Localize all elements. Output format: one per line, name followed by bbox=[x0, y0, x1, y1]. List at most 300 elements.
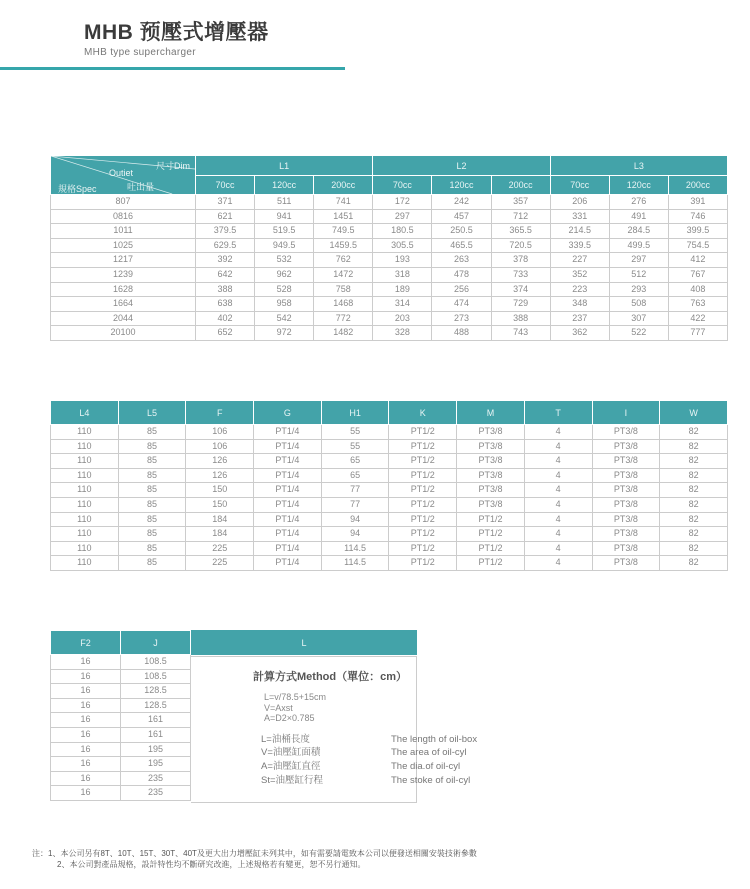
col-header-h1: H1 bbox=[321, 401, 389, 425]
table-cell: 195 bbox=[121, 757, 191, 772]
table-cell: 4 bbox=[524, 512, 592, 527]
table-cell: 307 bbox=[609, 311, 668, 326]
table-cell: 16 bbox=[51, 713, 121, 728]
table-cell: 273 bbox=[432, 311, 491, 326]
table-cell: 422 bbox=[668, 311, 727, 326]
table-cell: PT1/4 bbox=[254, 527, 322, 542]
table-cell: 128.5 bbox=[121, 698, 191, 713]
table-cell: 767 bbox=[668, 267, 727, 282]
table-cell: 110 bbox=[51, 439, 119, 454]
table-cell: 542 bbox=[255, 311, 314, 326]
col-header-120cc: 120cc bbox=[255, 176, 314, 195]
table-cell: 235 bbox=[121, 771, 191, 786]
table-cell: 392 bbox=[196, 253, 255, 268]
table-cell: 16 bbox=[51, 669, 121, 684]
table-cell: 388 bbox=[196, 282, 255, 297]
table-cell: 314 bbox=[373, 297, 432, 312]
page-subtitle: MHB type supercharger bbox=[84, 47, 196, 58]
table-cell: 352 bbox=[550, 267, 609, 282]
table-cell: PT1/2 bbox=[389, 497, 457, 512]
fitting-table bbox=[50, 400, 728, 571]
table-row bbox=[51, 497, 728, 512]
table-cell: 763 bbox=[668, 297, 727, 312]
table-cell: 225 bbox=[186, 556, 254, 571]
col-header-70cc: 70cc bbox=[373, 176, 432, 195]
table-cell: 65 bbox=[321, 454, 389, 469]
table-cell: 114.5 bbox=[321, 556, 389, 571]
table-cell: 4 bbox=[524, 556, 592, 571]
table-cell: 82 bbox=[660, 527, 728, 542]
table-cell: PT1/2 bbox=[389, 454, 457, 469]
table-row bbox=[51, 669, 191, 684]
corner-label-spec: 規格Spec bbox=[58, 184, 97, 194]
table-cell: 150 bbox=[186, 497, 254, 512]
table-cell: 962 bbox=[255, 267, 314, 282]
table-cell: 82 bbox=[660, 497, 728, 512]
table-cell: 85 bbox=[118, 468, 186, 483]
table-cell: 106 bbox=[186, 425, 254, 440]
table-header-row bbox=[51, 401, 728, 425]
definition-row bbox=[261, 774, 591, 788]
table-cell: 110 bbox=[51, 541, 119, 556]
formula-l: L=v/78.5+15cm bbox=[264, 692, 327, 702]
table-cell: 4 bbox=[524, 454, 592, 469]
definition-en: The area of oil-cyl bbox=[391, 747, 467, 759]
table-cell: 357 bbox=[491, 195, 550, 210]
table-cell: 126 bbox=[186, 454, 254, 469]
table-cell: 85 bbox=[118, 425, 186, 440]
table-cell: 1664 bbox=[51, 297, 196, 312]
table-cell: PT1/2 bbox=[389, 425, 457, 440]
col-header-70cc: 70cc bbox=[196, 176, 255, 195]
table-cell: PT3/8 bbox=[592, 541, 660, 556]
table-cell: 128.5 bbox=[121, 684, 191, 699]
table-cell: PT3/8 bbox=[457, 497, 525, 512]
table-cell: 110 bbox=[51, 556, 119, 571]
formula-v: V=Axst bbox=[264, 702, 293, 713]
col-header-200cc: 200cc bbox=[314, 176, 373, 195]
table-cell: PT1/2 bbox=[457, 512, 525, 527]
table-cell: PT1/2 bbox=[457, 541, 525, 556]
table-cell: 225 bbox=[186, 541, 254, 556]
table-row bbox=[51, 253, 728, 268]
table-cell: 206 bbox=[550, 195, 609, 210]
corner-label-dim: 尺寸Dim bbox=[156, 161, 190, 171]
definition-row bbox=[261, 760, 591, 774]
table-cell: 2044 bbox=[51, 311, 196, 326]
corner-label-discharge: 吐出量 bbox=[127, 182, 155, 192]
col-header-70cc: 70cc bbox=[550, 176, 609, 195]
column-group-l3: L3 bbox=[550, 156, 727, 176]
table-cell: 276 bbox=[609, 195, 668, 210]
table-row bbox=[51, 297, 728, 312]
table-cell: 305.5 bbox=[373, 238, 432, 253]
table-cell: 391 bbox=[668, 195, 727, 210]
table-row bbox=[51, 786, 191, 801]
table-cell: 180.5 bbox=[373, 224, 432, 239]
table-cell: 223 bbox=[550, 282, 609, 297]
table-cell: 85 bbox=[118, 556, 186, 571]
table-cell: 474 bbox=[432, 297, 491, 312]
table-cell: 478 bbox=[432, 267, 491, 282]
table-header-row bbox=[51, 156, 728, 176]
table-cell: PT3/8 bbox=[592, 497, 660, 512]
table-cell: 189 bbox=[373, 282, 432, 297]
table-cell: PT1/4 bbox=[254, 483, 322, 498]
table-cell: 379.5 bbox=[196, 224, 255, 239]
table-row bbox=[51, 209, 728, 224]
table-row bbox=[51, 655, 191, 670]
table-cell: 512 bbox=[609, 267, 668, 282]
table-row bbox=[51, 454, 728, 469]
table-cell: 1011 bbox=[51, 224, 196, 239]
table-row bbox=[51, 556, 728, 571]
table-cell: 371 bbox=[196, 195, 255, 210]
table-cell: PT1/2 bbox=[457, 527, 525, 542]
table-cell: PT3/8 bbox=[457, 468, 525, 483]
table-cell: 85 bbox=[118, 483, 186, 498]
table-cell: PT1/4 bbox=[254, 556, 322, 571]
table-cell: 284.5 bbox=[609, 224, 668, 239]
table-cell: 1472 bbox=[314, 267, 373, 282]
table-cell: 729 bbox=[491, 297, 550, 312]
table-cell: 777 bbox=[668, 326, 727, 341]
page-header bbox=[84, 16, 269, 58]
formula-a: A=D2×0.785 bbox=[264, 713, 315, 723]
table-cell: PT1/2 bbox=[389, 541, 457, 556]
table-cell: PT3/8 bbox=[592, 527, 660, 542]
table-cell: 110 bbox=[51, 527, 119, 542]
col-header-k: K bbox=[389, 401, 457, 425]
table-row bbox=[51, 282, 728, 297]
table-cell: 16 bbox=[51, 757, 121, 772]
table-cell: 114.5 bbox=[321, 541, 389, 556]
col-header-f: F bbox=[186, 401, 254, 425]
title-underline bbox=[0, 67, 345, 70]
table-cell: PT3/8 bbox=[592, 425, 660, 440]
table-cell: 82 bbox=[660, 454, 728, 469]
table-cell: 110 bbox=[51, 425, 119, 440]
table-cell: 161 bbox=[121, 713, 191, 728]
table-cell: 94 bbox=[321, 527, 389, 542]
table-cell: 108.5 bbox=[121, 669, 191, 684]
col-header-l: L bbox=[191, 630, 417, 656]
col-header-w: W bbox=[660, 401, 728, 425]
table-cell: 55 bbox=[321, 425, 389, 440]
col-header-l5: L5 bbox=[118, 401, 186, 425]
table-cell: 0816 bbox=[51, 209, 196, 224]
table-row bbox=[51, 483, 728, 498]
table-cell: 184 bbox=[186, 527, 254, 542]
table-cell: PT1/2 bbox=[389, 527, 457, 542]
table-cell: PT3/8 bbox=[457, 454, 525, 469]
table-cell: 94 bbox=[321, 512, 389, 527]
table-cell: PT1/4 bbox=[254, 468, 322, 483]
table-cell: 1468 bbox=[314, 297, 373, 312]
table-cell: 82 bbox=[660, 541, 728, 556]
table-cell: 16 bbox=[51, 684, 121, 699]
table-cell: 318 bbox=[373, 267, 432, 282]
table-cell: PT3/8 bbox=[457, 439, 525, 454]
table-row bbox=[51, 267, 728, 282]
table-cell: 195 bbox=[121, 742, 191, 757]
table-cell: 4 bbox=[524, 468, 592, 483]
table-row bbox=[51, 684, 191, 699]
definition-cn: V=油壓缸面積 bbox=[261, 747, 321, 759]
table-cell: 720.5 bbox=[491, 238, 550, 253]
table-cell: 250.5 bbox=[432, 224, 491, 239]
table-cell: 4 bbox=[524, 527, 592, 542]
table-cell: PT3/8 bbox=[592, 483, 660, 498]
table-cell: PT1/2 bbox=[389, 483, 457, 498]
table-cell: PT3/8 bbox=[592, 468, 660, 483]
definition-row bbox=[261, 733, 591, 747]
table-row bbox=[51, 727, 191, 742]
col-header-j: J bbox=[121, 631, 191, 655]
table-cell: 82 bbox=[660, 483, 728, 498]
footnotes bbox=[32, 848, 477, 870]
col-header-120cc: 120cc bbox=[432, 176, 491, 195]
table-cell: 331 bbox=[550, 209, 609, 224]
table-cell: 4 bbox=[524, 425, 592, 440]
footnote-line: 2、本公司對產品規格，設計特性均不斷研究改進，上述規格若有變更，恕不另行通知。 bbox=[57, 860, 366, 869]
table-cell: 4 bbox=[524, 541, 592, 556]
table-row bbox=[51, 195, 728, 210]
table-cell: 293 bbox=[609, 282, 668, 297]
table-row bbox=[51, 425, 728, 440]
table-cell: 465.5 bbox=[432, 238, 491, 253]
definition-cn: A=油壓缸直徑 bbox=[261, 761, 321, 773]
table-cell: 642 bbox=[196, 267, 255, 282]
table-cell: 227 bbox=[550, 253, 609, 268]
dimension-table bbox=[50, 155, 728, 341]
col-header-i: I bbox=[592, 401, 660, 425]
table-cell: 77 bbox=[321, 497, 389, 512]
table-cell: PT3/8 bbox=[592, 512, 660, 527]
table-cell: 339.5 bbox=[550, 238, 609, 253]
table-cell: 85 bbox=[118, 541, 186, 556]
table-cell: 408 bbox=[668, 282, 727, 297]
table-cell: 378 bbox=[491, 253, 550, 268]
table-row bbox=[51, 713, 191, 728]
table-cell: 362 bbox=[550, 326, 609, 341]
table-cell: 16 bbox=[51, 786, 121, 801]
col-header-200cc: 200cc bbox=[668, 176, 727, 195]
table-cell: 402 bbox=[196, 311, 255, 326]
table-cell: 82 bbox=[660, 468, 728, 483]
definition-en: The stoke of oil-cyl bbox=[391, 774, 471, 786]
table-cell: 85 bbox=[118, 454, 186, 469]
table-cell: 297 bbox=[609, 253, 668, 268]
table-cell: PT1/2 bbox=[389, 468, 457, 483]
table-cell: 16 bbox=[51, 771, 121, 786]
table-row bbox=[51, 527, 728, 542]
table-row bbox=[51, 468, 728, 483]
table-cell: 412 bbox=[668, 253, 727, 268]
table-row bbox=[51, 224, 728, 239]
table-cell: 184 bbox=[186, 512, 254, 527]
table-cell: PT1/4 bbox=[254, 512, 322, 527]
table-cell: 4 bbox=[524, 439, 592, 454]
fj-method-section bbox=[50, 630, 478, 803]
table-cell: 807 bbox=[51, 195, 196, 210]
table-cell: 712 bbox=[491, 209, 550, 224]
table-cell: PT3/8 bbox=[592, 439, 660, 454]
table-row bbox=[51, 238, 728, 253]
col-header-m: M bbox=[457, 401, 525, 425]
table-cell: 746 bbox=[668, 209, 727, 224]
table-header-row bbox=[51, 631, 191, 655]
definition-cn: St=油壓缸行程 bbox=[261, 774, 324, 786]
col-header-120cc: 120cc bbox=[609, 176, 668, 195]
table-cell: 958 bbox=[255, 297, 314, 312]
table-cell: 733 bbox=[491, 267, 550, 282]
table-cell: 1025 bbox=[51, 238, 196, 253]
table-row bbox=[51, 771, 191, 786]
table-cell: 749.5 bbox=[314, 224, 373, 239]
table-cell: PT1/2 bbox=[389, 556, 457, 571]
table-row bbox=[51, 757, 191, 772]
table-cell: 110 bbox=[51, 454, 119, 469]
page-title: MHB 预壓式增壓器 bbox=[84, 21, 269, 44]
table-cell: 638 bbox=[196, 297, 255, 312]
table-row bbox=[51, 326, 728, 341]
col-header-l4: L4 bbox=[51, 401, 119, 425]
table-cell: 77 bbox=[321, 483, 389, 498]
table-cell: 1628 bbox=[51, 282, 196, 297]
table-cell: 161 bbox=[121, 727, 191, 742]
table-corner-cell bbox=[51, 156, 196, 195]
table-cell: 972 bbox=[255, 326, 314, 341]
table-cell: PT3/8 bbox=[457, 483, 525, 498]
table-row bbox=[51, 512, 728, 527]
column-group-l2: L2 bbox=[373, 156, 550, 176]
table-cell: 16 bbox=[51, 698, 121, 713]
table-cell: 20100 bbox=[51, 326, 196, 341]
table-cell: 203 bbox=[373, 311, 432, 326]
table-cell: 762 bbox=[314, 253, 373, 268]
definition-cn: L=油桶長度 bbox=[261, 733, 310, 745]
table-cell: 110 bbox=[51, 468, 119, 483]
method-title: 計算方式Method（單位：cm） bbox=[253, 671, 407, 683]
table-cell: 1239 bbox=[51, 267, 196, 282]
table-cell: 16 bbox=[51, 655, 121, 670]
table-cell: 106 bbox=[186, 439, 254, 454]
table-cell: 108.5 bbox=[121, 655, 191, 670]
table-cell: 374 bbox=[491, 282, 550, 297]
table-row bbox=[51, 311, 728, 326]
table-cell: 110 bbox=[51, 512, 119, 527]
table-cell: PT1/4 bbox=[254, 541, 322, 556]
table-cell: 16 bbox=[51, 727, 121, 742]
table-cell: 214.5 bbox=[550, 224, 609, 239]
table-cell: 193 bbox=[373, 253, 432, 268]
table-cell: 65 bbox=[321, 468, 389, 483]
table-cell: 399.5 bbox=[668, 224, 727, 239]
table-cell: 328 bbox=[373, 326, 432, 341]
table-row bbox=[51, 439, 728, 454]
table-cell: PT1/2 bbox=[389, 512, 457, 527]
table-cell: 82 bbox=[660, 556, 728, 571]
table-cell: 110 bbox=[51, 497, 119, 512]
table-cell: 85 bbox=[118, 497, 186, 512]
table-cell: PT1/4 bbox=[254, 439, 322, 454]
column-group-l1: L1 bbox=[196, 156, 373, 176]
table-cell: PT3/8 bbox=[592, 454, 660, 469]
definition-en: The length of oil-box bbox=[391, 733, 478, 745]
table-cell: 457 bbox=[432, 209, 491, 224]
table-cell: PT1/2 bbox=[389, 439, 457, 454]
table-cell: 1482 bbox=[314, 326, 373, 341]
table-cell: 758 bbox=[314, 282, 373, 297]
table-cell: 4 bbox=[524, 497, 592, 512]
table-cell: 55 bbox=[321, 439, 389, 454]
table-cell: 235 bbox=[121, 786, 191, 801]
table-cell: 652 bbox=[196, 326, 255, 341]
table-cell: 82 bbox=[660, 439, 728, 454]
table-cell: 519.5 bbox=[255, 224, 314, 239]
table-cell: PT1/2 bbox=[457, 556, 525, 571]
table-cell: 772 bbox=[314, 311, 373, 326]
table-cell: 488 bbox=[432, 326, 491, 341]
table-cell: 388 bbox=[491, 311, 550, 326]
table-cell: 629.5 bbox=[196, 238, 255, 253]
table-cell: 511 bbox=[255, 195, 314, 210]
col-header-g: G bbox=[254, 401, 322, 425]
table-cell: 754.5 bbox=[668, 238, 727, 253]
method-definitions bbox=[261, 733, 591, 788]
table-cell: 172 bbox=[373, 195, 432, 210]
table-cell: 365.5 bbox=[491, 224, 550, 239]
table-cell: 1451 bbox=[314, 209, 373, 224]
table-cell: 348 bbox=[550, 297, 609, 312]
table-row bbox=[51, 541, 728, 556]
definition-row bbox=[261, 746, 591, 760]
corner-label-outlet: Outiet bbox=[109, 168, 134, 178]
table-cell: 126 bbox=[186, 468, 254, 483]
table-cell: 508 bbox=[609, 297, 668, 312]
definition-en: The dia.of oil-cyl bbox=[391, 761, 461, 773]
table-cell: PT3/8 bbox=[457, 425, 525, 440]
table-cell: 263 bbox=[432, 253, 491, 268]
f2-j-table bbox=[50, 630, 191, 801]
table-cell: 522 bbox=[609, 326, 668, 341]
table-cell: 4 bbox=[524, 483, 592, 498]
table-cell: 85 bbox=[118, 512, 186, 527]
table-row bbox=[51, 698, 191, 713]
col-header-f2: F2 bbox=[51, 631, 121, 655]
table-cell: 82 bbox=[660, 512, 728, 527]
table-cell: 1217 bbox=[51, 253, 196, 268]
table-cell: 85 bbox=[118, 527, 186, 542]
table-cell: PT3/8 bbox=[592, 556, 660, 571]
table-cell: 949.5 bbox=[255, 238, 314, 253]
table-cell: 110 bbox=[51, 483, 119, 498]
table-cell: 256 bbox=[432, 282, 491, 297]
table-cell: 941 bbox=[255, 209, 314, 224]
table-cell: 150 bbox=[186, 483, 254, 498]
table-cell: 85 bbox=[118, 439, 186, 454]
table-cell: 532 bbox=[255, 253, 314, 268]
col-header-t: T bbox=[524, 401, 592, 425]
method-box bbox=[191, 630, 478, 803]
table-cell: 237 bbox=[550, 311, 609, 326]
table-row bbox=[51, 742, 191, 757]
table-cell: 82 bbox=[660, 425, 728, 440]
table-cell: 1459.5 bbox=[314, 238, 373, 253]
table-cell: PT1/4 bbox=[254, 425, 322, 440]
table-cell: 242 bbox=[432, 195, 491, 210]
